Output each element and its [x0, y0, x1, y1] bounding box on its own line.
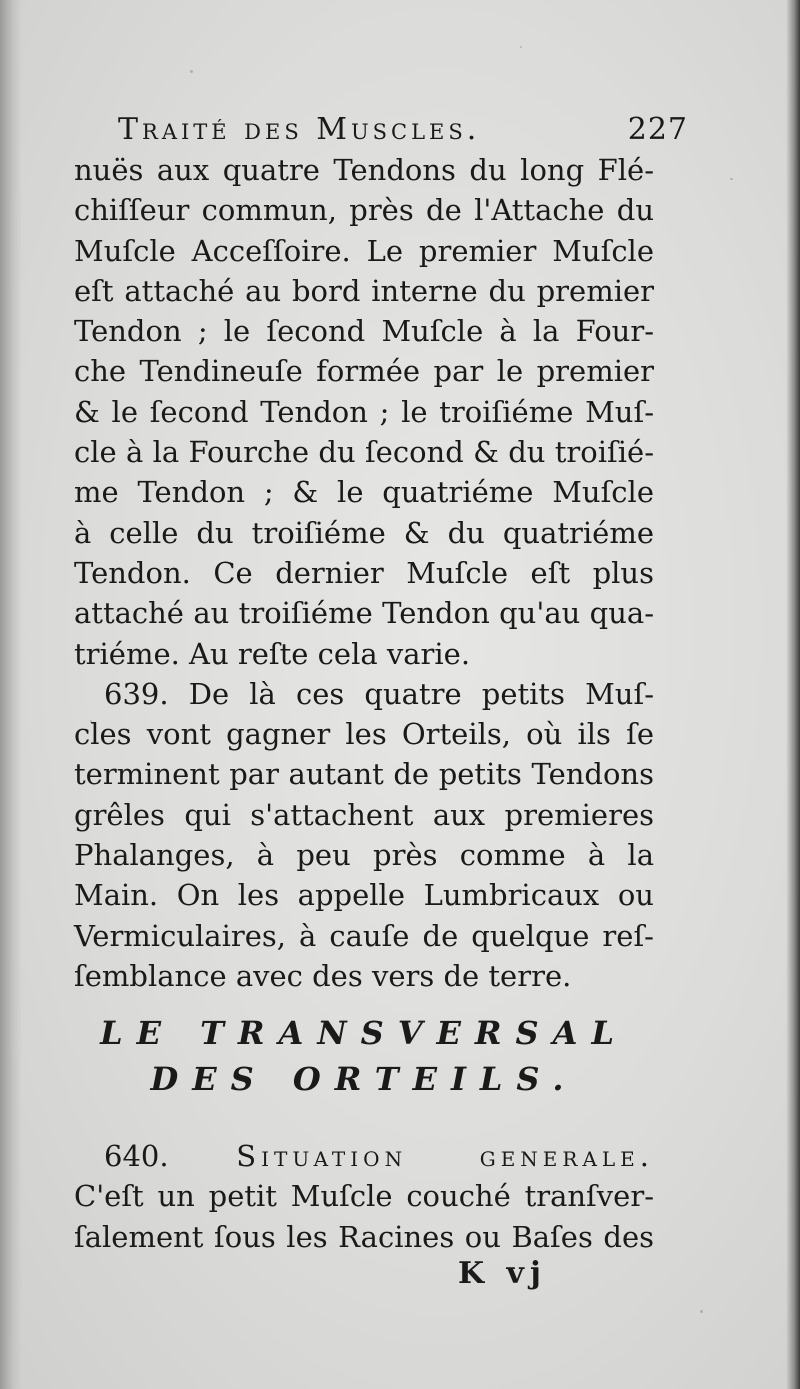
text-line: che Tendineuſe formée par le premier	[74, 354, 654, 389]
text-line: cle à la Fourche du ſecond & du troiſié-	[74, 435, 654, 470]
section-heading-line-1: LE TRANSVERSAL	[100, 1014, 628, 1052]
text-line: ſalement ſous les Racines ou Baſes des	[74, 1219, 654, 1254]
page-left-shadow	[0, 0, 22, 1389]
section-heading	[74, 1010, 654, 1102]
text-line: Main. On les appelle Lumbricaux ou	[74, 878, 654, 913]
text-line: Phalanges, à peu près comme à la	[74, 838, 654, 873]
paragraph-639-first-line: 639. De là ces quatre petits Muſ-	[104, 676, 654, 711]
text-line: terminent par autant de petits Tendons	[74, 757, 654, 792]
body-text	[74, 150, 654, 996]
text-line: cles vont gagner les Orteils, où ils ſe	[74, 717, 654, 752]
text-line: Tendon. Ce dernier Muſcle eſt plus	[74, 555, 654, 590]
paragraph-640	[74, 1136, 654, 1257]
running-head	[118, 110, 688, 150]
text-line: Tendon ; le ſecond Muſcle à la Four-	[74, 314, 654, 349]
running-head-title: Traité des Muscles.	[118, 112, 481, 147]
text-line: attaché au troiſiéme Tendon qu'au qua-	[74, 596, 654, 631]
text-line: nuës aux quatre Tendons du long Flé-	[74, 153, 654, 187]
text-line: triéme. Au reſte cela varie.	[74, 636, 471, 671]
paragraph-label: Situation generale.	[236, 1139, 654, 1173]
text-line: à celle du troiſiéme & du quatriéme	[74, 515, 654, 550]
text-line: grêles qui s'attachent aux premieres	[74, 797, 654, 832]
page-number: 227	[627, 112, 688, 147]
section-heading-line-2: DES ORTEILS.	[150, 1060, 578, 1098]
text-line: chiſſeur commun, près de l'Attache du	[74, 193, 654, 228]
signature-mark: K vj	[458, 1256, 547, 1291]
text-line: eſt attaché au bord interne du premier	[74, 273, 654, 308]
text-line: Muſcle Acceſſoire. Le premier Muſcle	[74, 233, 654, 268]
text-line: ſemblance avec des vers de terre.	[74, 958, 572, 993]
text-line: Vermiculaires, à cauſe de quelque reſ-	[74, 918, 654, 953]
page-right-edge	[786, 0, 800, 1389]
paragraph-number: 640.	[104, 1139, 169, 1173]
paragraph-640-first-line	[74, 1136, 654, 1176]
text-line: C'eſt un petit Muſcle couché tranſver-	[74, 1179, 654, 1214]
text-line: & le ſecond Tendon ; le troiſiéme Muſ-	[74, 394, 654, 429]
text-line: me Tendon ; & le quatriéme Muſcle	[74, 475, 654, 510]
